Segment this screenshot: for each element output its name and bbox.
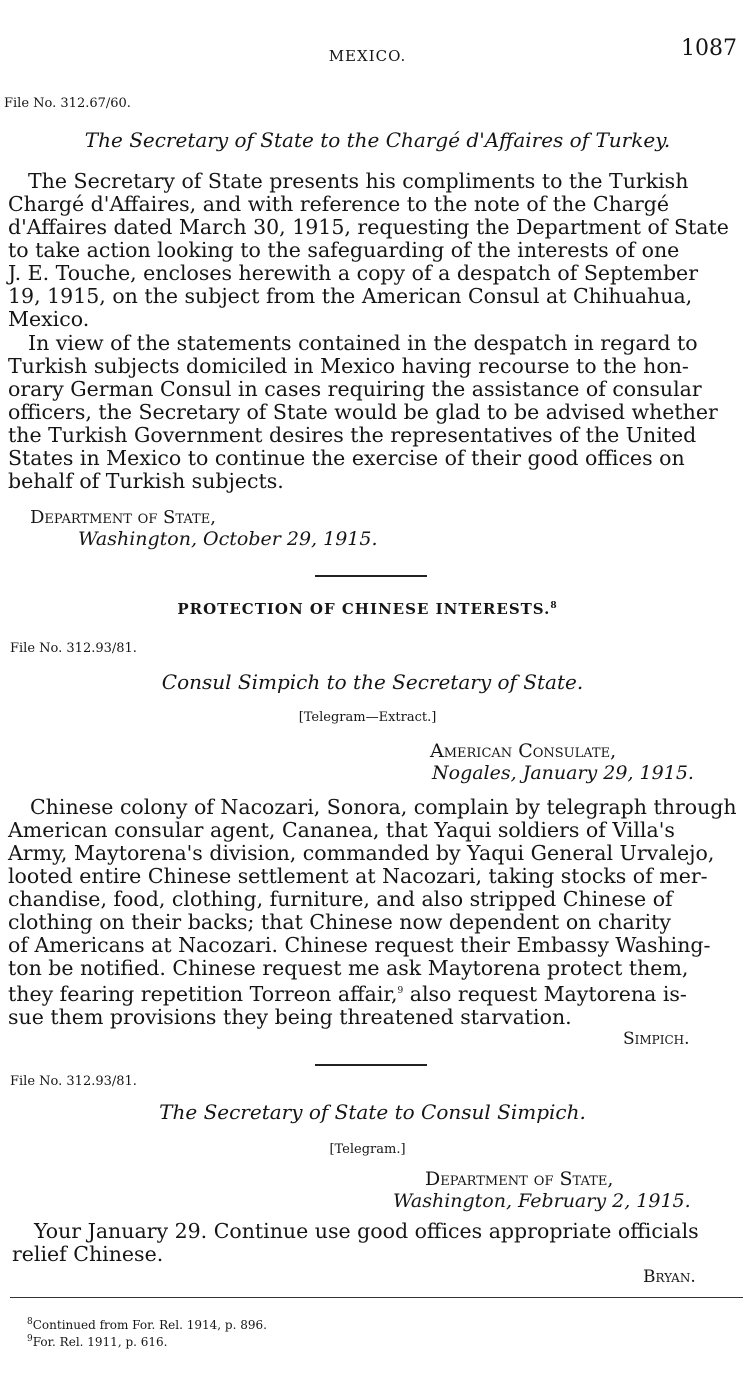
- footnote-ref: 8: [550, 601, 558, 611]
- page-number: 1087: [681, 36, 737, 61]
- text-line: J. E. Touche, encloses herewith a copy of a despatch of September: [8, 261, 698, 285]
- telegram-body: [12, 1220, 747, 1266]
- text-line: looted entire Chinese settlement at Nacozari, taking stocks of mer-: [8, 864, 708, 888]
- text-line: behalf of Turkish subjects.: [8, 469, 284, 493]
- section-divider: [315, 1064, 427, 1066]
- footnote-text: Continued from For. Rel. 1914, p. 896.: [32, 1318, 267, 1332]
- text-line: chandise, food, clothing, furniture, and also stripped Chinese of: [8, 887, 673, 911]
- text-line: clothing on their backs; that Chinese now dependent on charity: [8, 910, 671, 934]
- footnote-mark: 9: [27, 1334, 33, 1344]
- text-line: Turkish subjects domiciled in Mexico having recourse to the hon-: [8, 354, 689, 378]
- document-heading: The Secretary of State to the Chargé d'Affaires of Turkey.: [84, 128, 671, 152]
- text-fragment: also request Maytorena is-: [403, 981, 687, 1006]
- paragraph: [8, 332, 738, 493]
- text-line: American consular agent, Cananea, that Yaqui soldiers of Villa's: [8, 818, 675, 842]
- running-title: MEXICO.: [328, 47, 407, 65]
- section-title-text: PROTECTION OF CHINESE INTERESTS.: [177, 600, 551, 618]
- signature: Bryan.: [643, 1267, 696, 1287]
- place-line: American Consulate,: [430, 740, 617, 762]
- text-fragment: they fearing repetition Torreon affair,: [8, 981, 398, 1006]
- footnotes: [27, 1315, 267, 1349]
- document-heading: The Secretary of State to Consul Simpich.: [159, 1100, 586, 1124]
- dateline: Washington, October 29, 1915.: [78, 528, 378, 550]
- text-line: to take action looking to the safeguarding of the interests of one: [8, 238, 680, 262]
- text-line: d'Affaires dated March 30, 1915, requesting the Department of State: [8, 215, 729, 239]
- footnote: [27, 1332, 267, 1349]
- dateline: Washington, February 2, 1915.: [393, 1190, 691, 1212]
- footnote-divider: [10, 1297, 743, 1298]
- file-number: File No. 312.67/60.: [4, 96, 131, 111]
- footnote-ref: 9: [397, 986, 404, 996]
- text-line: Your January 29. Continue use good offices appropriate officials: [34, 1219, 699, 1243]
- text-line: Chargé d'Affaires, and with reference to the note of the Chargé: [8, 192, 670, 216]
- telegram-note: [Telegram—Extract.]: [298, 710, 437, 725]
- file-number: File No. 312.93/81.: [10, 641, 137, 656]
- signature: Simpich.: [623, 1029, 690, 1049]
- document-heading: Consul Simpich to the Secretary of State.: [161, 670, 584, 694]
- footnote-mark: 8: [27, 1317, 33, 1327]
- text-line: In view of the statements contained in the despatch in regard to: [28, 331, 698, 355]
- telegram-body: [8, 796, 743, 1029]
- dateline: Nogales, January 29, 1915.: [432, 762, 694, 784]
- section-divider: [315, 575, 427, 577]
- text-line: [8, 980, 743, 1006]
- section-title: [0, 600, 735, 618]
- text-line: Chinese colony of Nacozari, Sonora, complain by telegraph through: [30, 795, 737, 819]
- text-line: Mexico.: [8, 307, 90, 331]
- text-line: officers, the Secretary of State would be glad to be advised whether: [8, 400, 718, 424]
- file-number: File No. 312.93/81.: [10, 1074, 137, 1089]
- footnote: [27, 1315, 267, 1332]
- text-line: of Americans at Nacozari. Chinese request their Embassy Washing-: [8, 933, 711, 957]
- place-line: Department of State,: [425, 1168, 614, 1190]
- text-line: 19, 1915, on the subject from the American Consul at Chihuahua,: [8, 284, 693, 308]
- text-line: Army, Maytorena's division, commanded by Yaqui General Urvalejo,: [8, 841, 715, 865]
- text-line: relief Chinese.: [12, 1242, 164, 1266]
- text-line: the Turkish Government desires the representatives of the United: [8, 423, 697, 447]
- text-line: ton be notified. Chinese request me ask Maytorena protect them,: [8, 956, 689, 980]
- place-line: Department of State,: [30, 507, 216, 528]
- footnote-text: For. Rel. 1911, p. 616.: [32, 1335, 168, 1349]
- text-line: States in Mexico to continue the exercise of their good offices on: [8, 446, 685, 470]
- text-line: The Secretary of State presents his compliments to the Turkish: [28, 169, 689, 193]
- text-line: orary German Consul in cases requiring the assistance of consular: [8, 377, 702, 401]
- text-line: sue them provisions they being threatened starvation.: [8, 1004, 572, 1029]
- paragraph: [8, 170, 738, 331]
- telegram-note: [Telegram.]: [329, 1142, 406, 1157]
